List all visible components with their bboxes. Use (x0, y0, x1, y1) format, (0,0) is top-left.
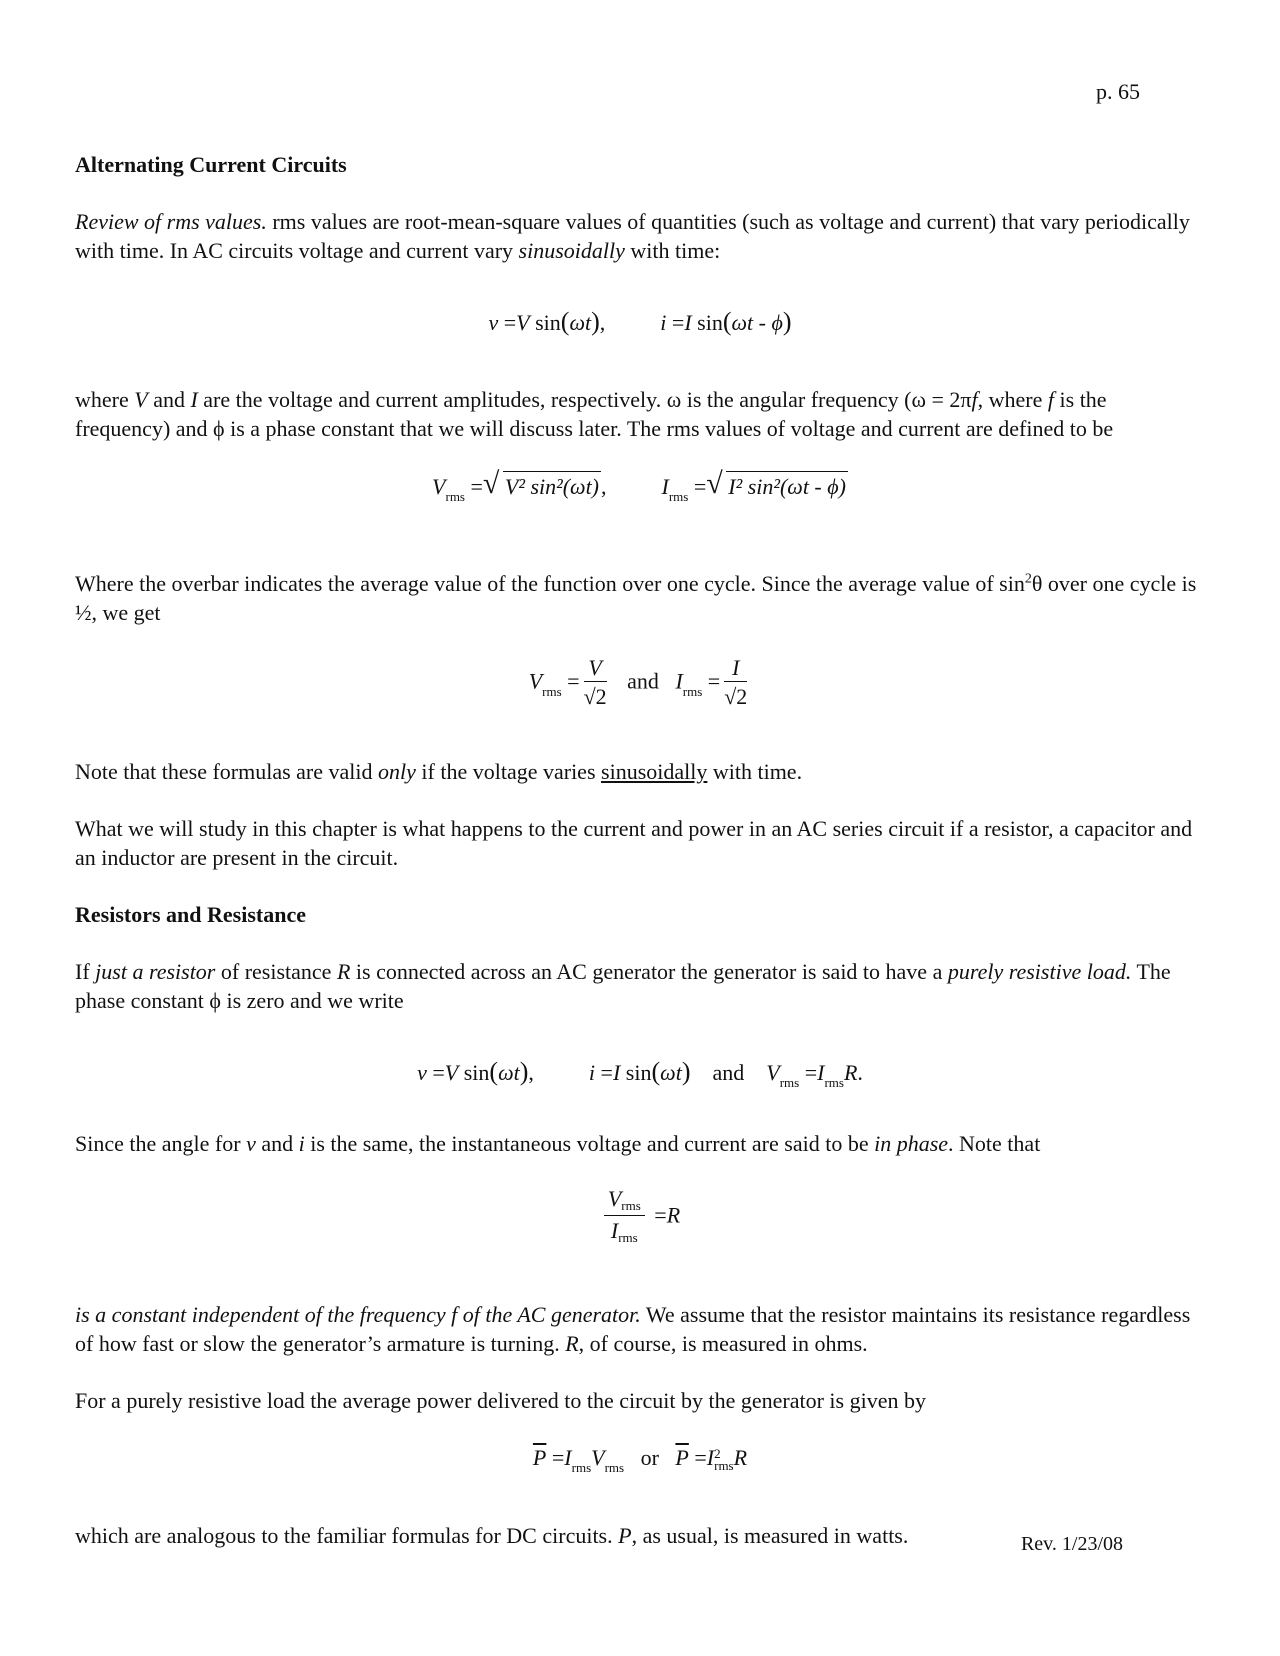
equation-rms-result: $V_{rms}$ = $\frac{V}{√2}$ and $I_{rms}$ = $\frac{I}{√2}$ (528, 655, 748, 709)
paragraph-in-phase: Since the angle for v and i is the same, the instantaneous voltage and current are said to be in phase. Note that (75, 1131, 1041, 1156)
paragraph-resistive-load: If just a resistor of resistance R is connected across an AC generator the generator is said to have a purely resistive load. The phase constant ϕ is zero and we write (75, 959, 1171, 1013)
revision-date: Rev. 1/23/08 (1020, 1533, 1123, 1555)
equation-resistance-ratio: $\frac{\text{Vrms}}{\text{Irms}}$ =R (75, 1186, 1205, 1272)
paragraph-rms-review: Review of rms values. rms values are root-mean-square values of quantities (such as voltage and current) that vary periodically with time. In AC circuits voltage and current vary sinusoidally with time: (75, 209, 1190, 263)
paragraph-validity-note: Note that these formulas are valid only if the voltage varies sinusoidally with time. (75, 759, 803, 784)
equation-rms-definition: $V_{rms}$ = √ V² sin²(ωt), $I_{rms}$ = √ I² sin²(ωt - ϕ) (432, 467, 846, 504)
page-number: p. 65 (1096, 79, 1140, 104)
paragraph-overbar: Where the overbar indicates the average value of the function over one cycle. Since the average value of $\sin^2\theta$ over one cycle is ½, we get (75, 571, 1197, 625)
section-title-ac-circuits: Alternating Current Circuits (75, 152, 347, 177)
paragraph-average-power: For a purely resistive load the average power delivered to the circuit by the generator is given by (75, 1388, 926, 1413)
paragraph-amplitudes: where V and I are the voltage and current amplitudes, respectively. ω is the angular frequency (ω = 2πf, where f is the frequency) and ϕ is a phase constant that we will discuss later. The rms values of voltage and current are defined to be (75, 387, 1114, 441)
section-title-resistors: Resistors and Resistance (75, 902, 306, 927)
paragraph-dc-analogy: which are analogous to the familiar formulas for DC circuits. P, as usual, is measured in watts. (75, 1523, 909, 1548)
document-body (75, 150, 1205, 1578)
equation-resistor: v =V sin(ωt), i =I sin(ωt) and $V_{rms} =I_{rms}R$. (417, 1057, 863, 1090)
equation-sinusoidal: v =V sin(ωt), i =I sin(ωt - ϕ) (488, 307, 792, 336)
equation-average-power: $\overline{P} =I_{rms}V_{rms}$ or $\overline{P} =I$ 2 rms R (532, 1445, 748, 1475)
paragraph-constant-resistance: is a constant independent of the frequency f of the AC generator. We assume that the resistor maintains its resistance regardless of how fast or slow the generator’s armature is turning. R, of course, is measured in ohms. (75, 1302, 1191, 1356)
paragraph-chapter-intro: What we will study in this chapter is what happens to the current and power in an AC series circuit if a resistor, a capacitor and an inductor are present in the circuit. (75, 816, 1193, 870)
